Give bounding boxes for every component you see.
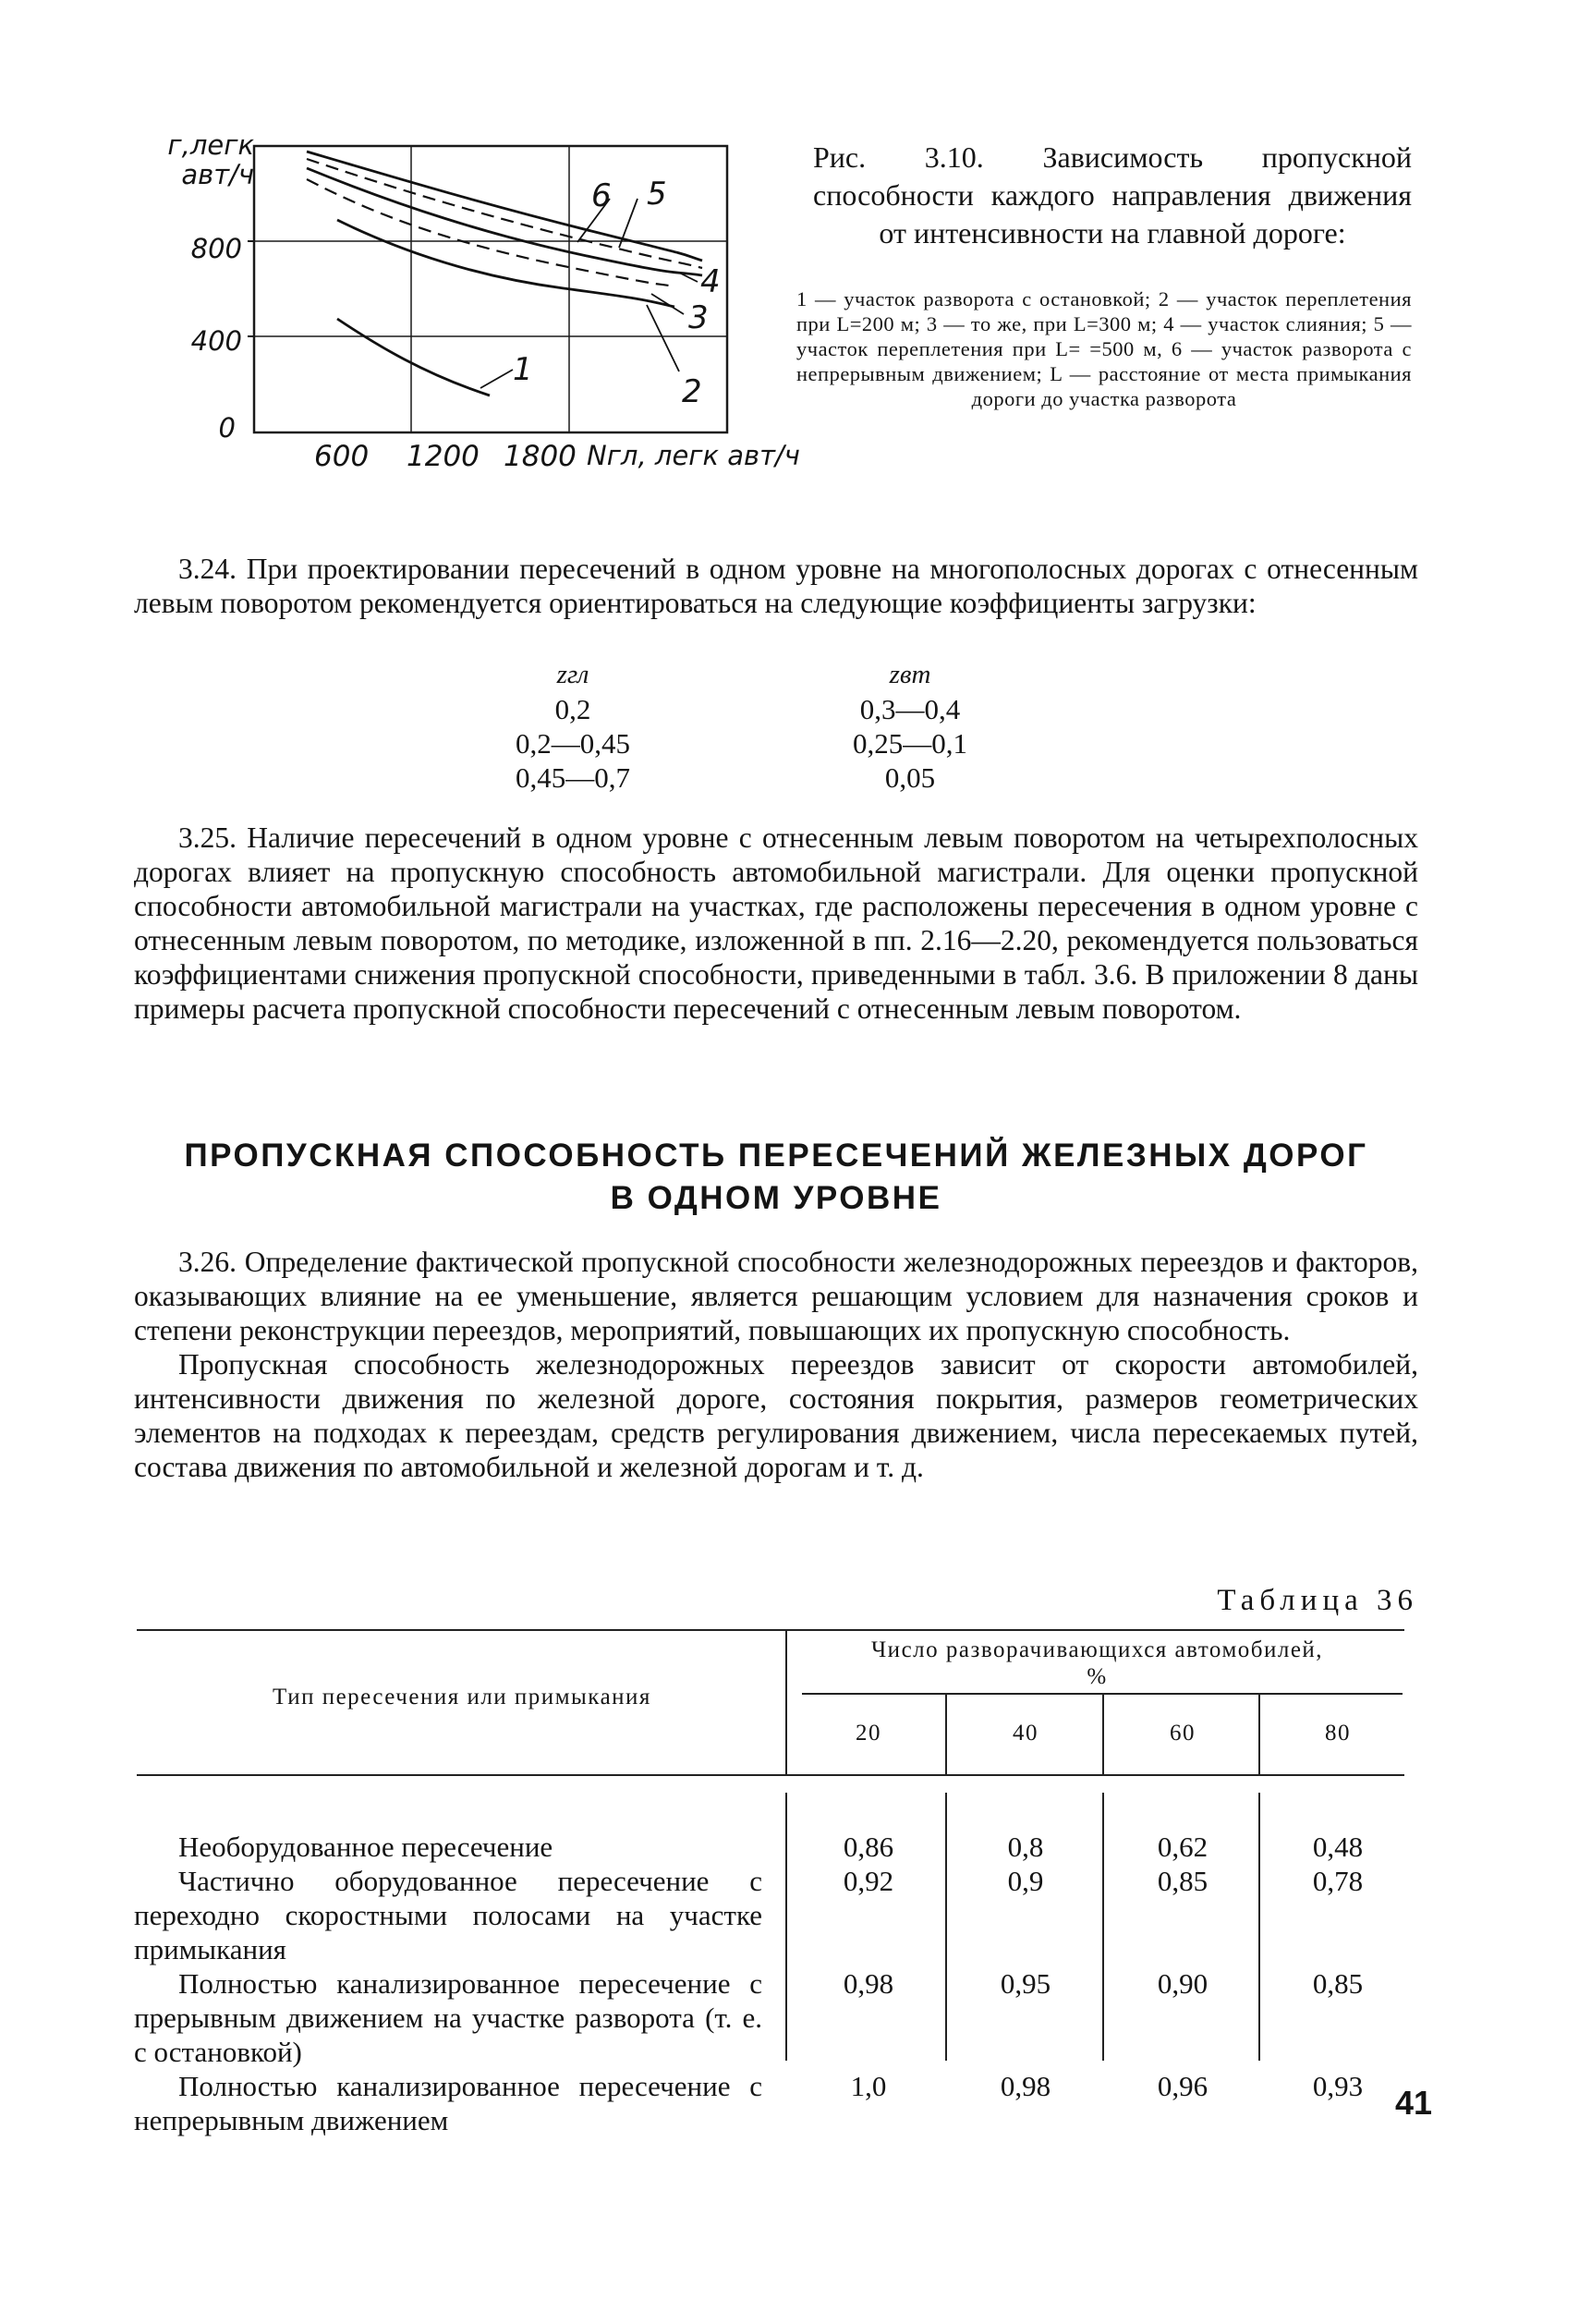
column-header: 20: [856, 1721, 881, 1746]
table-cell: 0,93: [1312, 2070, 1364, 2102]
table-divider: [785, 1631, 787, 1774]
table-cell: 0,85: [1312, 1967, 1364, 2000]
curve-label-4: 4: [700, 263, 721, 300]
table-divider: [1258, 1693, 1260, 1774]
table-cell: 0,8: [1007, 1831, 1044, 1863]
table-cell: 0,95: [1000, 1967, 1051, 2000]
row-label: Полностью канализированное пересечение с прерывным движением на участке разворота (т. е. с остановкой): [134, 1967, 762, 2068]
column-header: 40: [1013, 1721, 1038, 1746]
table-cell: 0,90: [1157, 1967, 1208, 2000]
table-divider: [1258, 1793, 1260, 2061]
group-header-unit: %: [1087, 1664, 1108, 1689]
row-header: Тип пересечения или примыкания: [273, 1685, 651, 1710]
curve-label-3: 3: [688, 299, 709, 336]
table-divider: [945, 1793, 947, 2061]
heading-line: ПРОПУСКНАЯ СПОСОБНОСТЬ ПЕРЕСЕЧЕНИЙ ЖЕЛЕЗНЫХ ДОРОГ: [184, 1138, 1368, 1174]
table-cell: 0,9: [1007, 1865, 1044, 1897]
column-header: 60: [1170, 1721, 1196, 1746]
curve-label-6: 6: [591, 177, 612, 214]
figure-caption-title: Рис. 3.10. Зависимость пропускной способности каждого направления движения от интенсивности на главной дороге:: [813, 140, 1412, 249]
table-row-name: [134, 1966, 762, 2069]
table-header-rule: [137, 1774, 1404, 1776]
y-axis-label-line1: г,легк: [167, 129, 254, 161]
y-tick-label: 800: [190, 233, 242, 264]
page-number: 41: [1394, 2084, 1432, 2122]
table-cell: 0,62: [1157, 1831, 1208, 1863]
coefficient-value: 0,25—0,1: [853, 727, 967, 760]
y-tick-label: 400: [190, 325, 242, 357]
coefficient-value: 0,05: [884, 761, 936, 794]
table-row-name: [134, 2069, 762, 2137]
table-cell: 0,48: [1312, 1831, 1364, 1863]
table-divider: [945, 1693, 947, 1774]
table-label: Таблица 36: [1217, 1584, 1418, 1617]
table-cell: 0,92: [843, 1865, 894, 1897]
table-divider: [1102, 1793, 1104, 2061]
paragraph-text: 3.26. Определение фактической пропускной способности железнодорожных переездов и факторов, оказывающих влияние на ее уменьшение, является решающим условием для назначения сроков и степени реконструкции переездов, мероприятий, повышающих их пропускную способность.: [134, 1246, 1418, 1346]
table-top-rule: [137, 1629, 1404, 1631]
column-header: zгл: [556, 660, 589, 689]
row-label: Необорудованное пересечение: [178, 1831, 553, 1863]
x-tick-label: 600: [314, 440, 370, 473]
row-label: Частично оборудованное пересечение с переходно скоростными полосами на участке примыкания: [134, 1865, 762, 1965]
figure-caption-legend: 1 — участок разворота с остановкой; 2 — участок переплетения при L=200 м; 3 — то же, при L=300 м; 4 — участок слияния; 5 — участок переплетения при L= =500 м, 6 — участок разворота с непрерывным движением; L — расстояние от места примыкания дороги до участка разворота: [796, 287, 1412, 410]
column-header: zвт: [889, 660, 931, 689]
curve-label-5: 5: [647, 176, 667, 213]
table-cell: 0,86: [843, 1831, 894, 1863]
table-row-name: [134, 1864, 762, 1966]
coefficient-value: 0,2—0,45: [516, 727, 630, 760]
y-axis-label-line2: авт/ч: [181, 159, 254, 190]
group-header: Число разворачивающихся автомобилей,: [870, 1637, 1324, 1662]
curve-label-1: 1: [513, 351, 533, 388]
paragraph-text: Пропускная способность железнодорожных переездов зависит от скорости автомобилей, интенсивности движения по железной дороге, состояния покрытия, размеров геометрических элементов на подходах к переездам, средств регулирования движением, числа пересекаемых путей, состава движения по автомобильной и железной дорогам и т. д.: [134, 1348, 1418, 1483]
table-cell: 0,98: [1000, 2070, 1051, 2102]
x-tick-label: 1800: [504, 440, 577, 473]
coefficient-value: 0,3—0,4: [859, 693, 961, 725]
paragraph-text: 3.25. Наличие пересечений в одном уровне с отнесенным левым поворотом на четырехполосных дорогах влияет на пропускную способность автомобильной магистрали. Для оценки пропускной способности автомобильной магистрали на участках, где расположены пересечения в одном уровне с отнесенным левым поворотом, по методике, изложенной в пп. 2.16—2.20, рекомендуется пользоваться коэффициентами снижения пропускной способности, приведенными в табл. 3.6. В приложении 8 даны примеры расчета пропускной способности пересечений с отнесенным левым поворотом.: [134, 821, 1418, 1025]
table-cell: 0,78: [1312, 1865, 1364, 1897]
coefficient-value: 0,2: [554, 693, 591, 725]
table-cell: 1,0: [850, 2070, 887, 2102]
x-axis-label: Nгл, легк авт/ч: [587, 440, 800, 471]
table-divider: [785, 1793, 787, 2061]
row-label: Полностью канализированное пересечение с непрерывным движением: [134, 2070, 762, 2136]
curve-label-2: 2: [682, 373, 702, 410]
table-cell: 0,85: [1157, 1865, 1208, 1897]
table-row-name: [134, 1830, 762, 1864]
coefficient-value: 0,45—0,7: [516, 761, 630, 794]
column-header: 80: [1325, 1721, 1351, 1746]
table-cell: 0,98: [843, 1967, 894, 2000]
table-cell: 0,96: [1157, 2070, 1208, 2102]
heading-line: В ОДНОМ УРОВНЕ: [610, 1180, 942, 1216]
paragraph-text: 3.24. При проектировании пересечений в одном уровне на многополосных дорогах с отнесенным левым поворотом рекомендуется ориентироваться на следующие коэффициенты загрузки:: [134, 553, 1418, 619]
y-tick-label: 0: [218, 412, 236, 444]
table-divider: [1102, 1693, 1104, 1774]
x-tick-label: 1200: [407, 440, 480, 473]
